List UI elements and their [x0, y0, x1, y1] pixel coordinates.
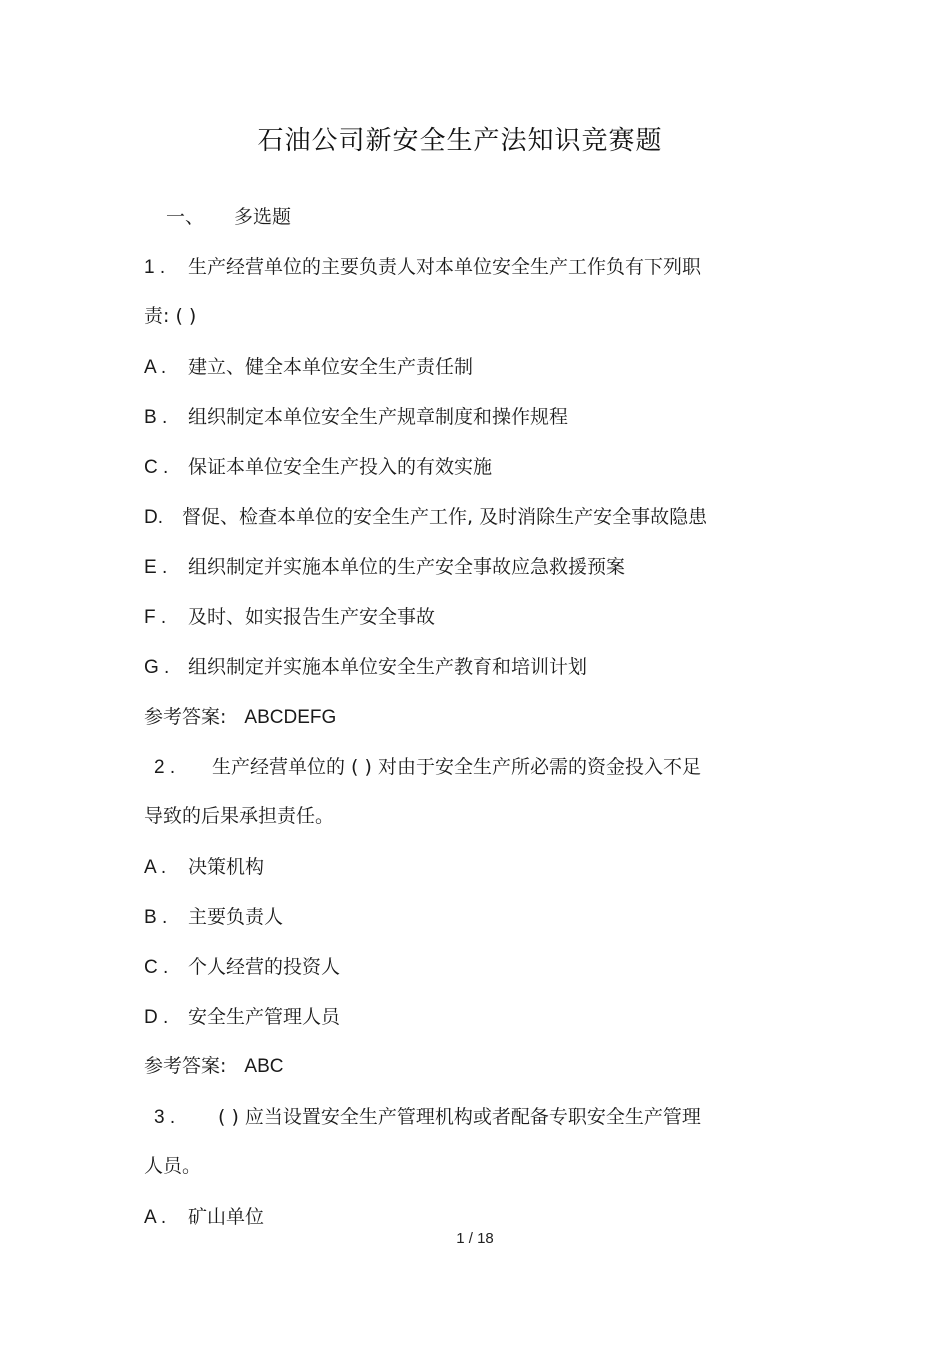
option-text: 安全生产管理人员 — [188, 1006, 341, 1028]
option-text: 矿山单位 — [188, 1206, 265, 1228]
option-text: 主要负责人 — [188, 906, 284, 928]
answer-label: 参考答案: — [144, 706, 227, 728]
option-text: 组织制定并实施本单位的生产安全事故应急救援预案 — [188, 556, 626, 578]
document-title: 石油公司新安全生产法知识竞赛题 — [257, 126, 663, 156]
option-label: C . — [144, 457, 169, 478]
question-1-stem — [144, 254, 701, 281]
question-text: 生产经营单位的 ( ) 对由于安全生产所必需的资金投入不足 — [212, 756, 701, 778]
answer-value: ABC — [244, 1056, 284, 1077]
option-item — [144, 654, 587, 681]
option-item — [144, 504, 707, 531]
option-item — [144, 354, 473, 381]
option-text: 组织制定并实施本单位安全生产教育和培训计划 — [188, 656, 588, 678]
answer-value: ABCDEFG — [244, 707, 337, 728]
option-text: 个人经营的投资人 — [188, 956, 341, 978]
question-3-stem — [154, 1104, 701, 1131]
option-item — [144, 554, 625, 581]
question-3-stem-cont: 人员。 — [144, 1155, 202, 1177]
option-label: C . — [144, 957, 169, 978]
page-indicator: 1 / 18 — [456, 1230, 494, 1247]
question-2-stem-cont: 导致的后果承担责任。 — [144, 805, 335, 827]
option-label: A . — [144, 357, 167, 378]
option-label: A . — [144, 1207, 167, 1228]
option-label: B . — [144, 907, 168, 928]
option-label: A . — [144, 857, 167, 878]
option-text: 及时、如实报告生产安全事故 — [188, 606, 436, 628]
option-item — [144, 954, 340, 981]
answer-line — [144, 704, 336, 731]
question-number: 3 . — [154, 1107, 176, 1128]
option-label: D . — [144, 1007, 169, 1028]
question-text: ( ) 应当设置安全生产管理机构或者配备专职安全生产管理 — [218, 1106, 701, 1128]
option-text: 建立、健全本单位安全生产责任制 — [188, 356, 474, 378]
option-text: 组织制定本单位安全生产规章制度和操作规程 — [188, 406, 569, 428]
option-label: D. — [144, 507, 163, 528]
question-text: 生产经营单位的主要负责人对本单位安全生产工作负有下列职 — [188, 256, 702, 278]
option-item — [144, 1004, 340, 1031]
answer-line — [144, 1053, 283, 1080]
option-item — [144, 404, 568, 431]
option-item — [144, 904, 283, 931]
option-item — [144, 1204, 264, 1231]
answer-label: 参考答案: — [144, 1055, 227, 1077]
question-number: 1 . — [144, 257, 166, 278]
question-number: 2 . — [154, 757, 176, 778]
option-text: 决策机构 — [188, 856, 265, 878]
option-label: B . — [144, 407, 168, 428]
option-item — [144, 854, 264, 881]
option-text: 督促、检查本单位的安全生产工作, 及时消除生产安全事故隐患 — [182, 506, 708, 528]
option-text: 保证本单位安全生产投入的有效实施 — [188, 456, 493, 478]
option-item — [144, 604, 435, 631]
option-label: E . — [144, 557, 168, 578]
question-2-stem — [154, 754, 701, 781]
option-label: F . — [144, 607, 167, 628]
question-1-stem-cont: 责: ( ) — [144, 305, 197, 327]
section-number: 一、 — [166, 206, 205, 228]
option-label: G . — [144, 657, 170, 678]
option-item — [144, 454, 492, 481]
section-label: 多选题 — [234, 206, 292, 228]
section-header — [166, 204, 291, 230]
